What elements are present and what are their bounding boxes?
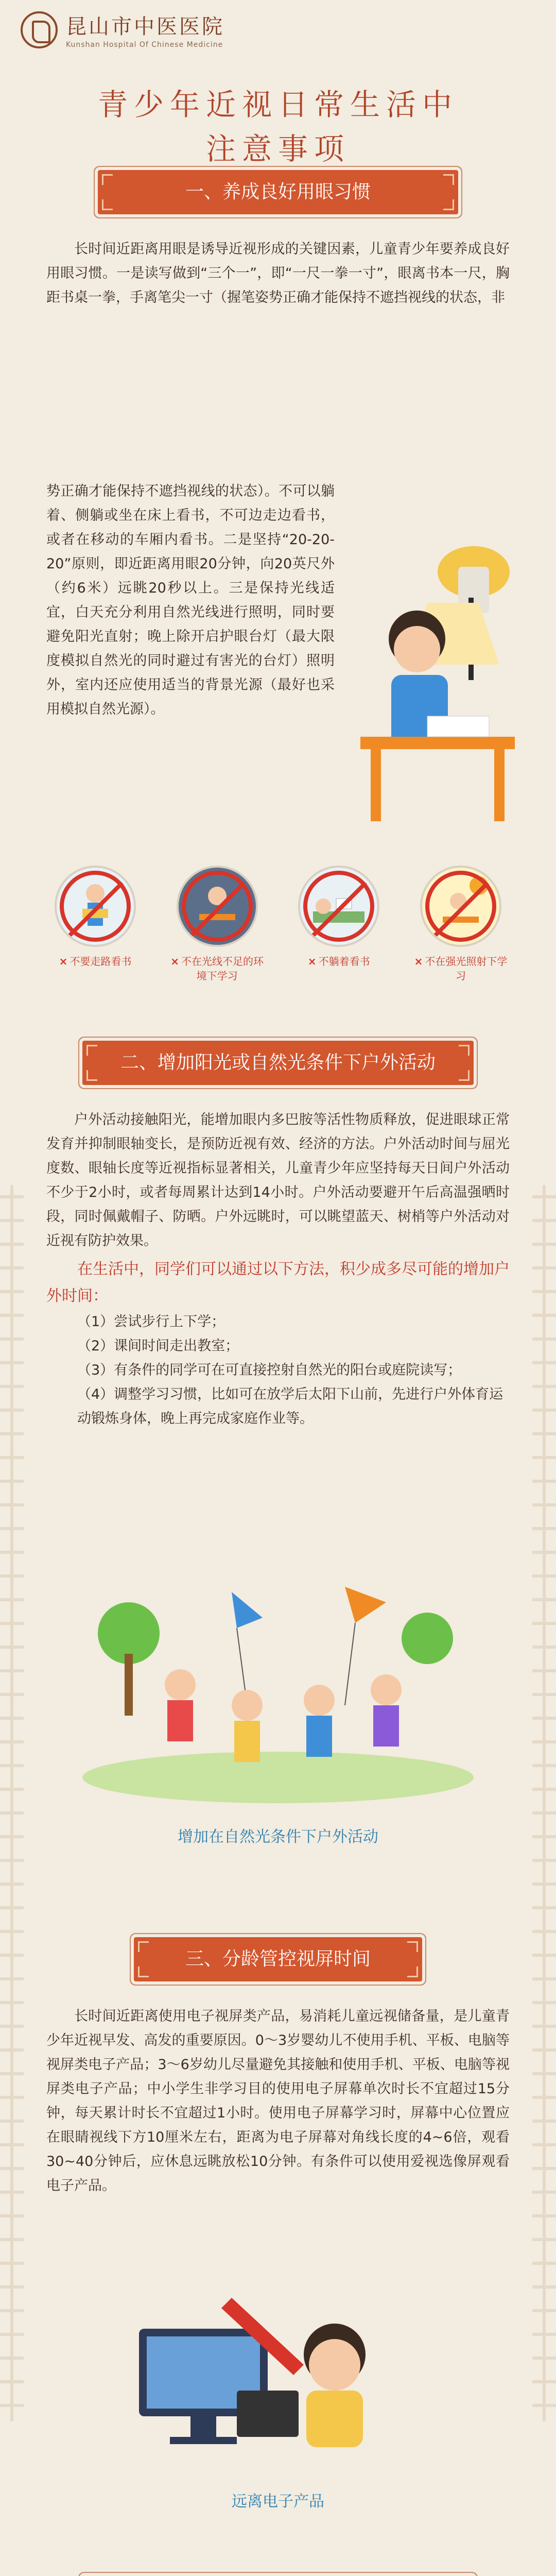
outdoor-tip-item: （1）尝试步行上下学； — [77, 1314, 225, 1330]
outdoor-tip-item: （3）有条件的同学可在可直接控射自然光的阳台或庭院读写； — [77, 1362, 462, 1378]
hospital-name: 昆山市中医医院 — [66, 15, 224, 39]
section-eye-habits-para1: 长时间近距离用眼是诱导近视形成的关键因素，儿童青少年要养成良好用眼习惯。一是读写做到“三个一”，即“一尺一拳一寸”，眼离书本一尺，胸距书桌一拳，手离笔尖一寸（握笔姿势正确才能保持不遮挡视线的状态，非 — [46, 241, 510, 306]
hospital-emblem-icon — [21, 11, 58, 48]
section-outdoor-body — [0, 1108, 556, 1431]
bad-habits-icons — [46, 866, 510, 983]
child-at-desk-illustration — [350, 510, 525, 824]
outdoor-illustration-caption: 增加在自然光条件下户外活动 — [178, 1828, 378, 1846]
bad-habit-label: 不要走路看书 — [70, 955, 132, 968]
section-screen-time — [0, 1937, 556, 1981]
devices-illustration-caption: 远离电子产品 — [232, 2493, 324, 2511]
section-eye-habits — [0, 170, 556, 214]
outdoor-children-illustration — [77, 1571, 479, 1808]
hospital-logo — [21, 10, 224, 49]
section-banner — [98, 170, 458, 214]
page-title — [0, 82, 556, 171]
strong-light-study-icon — [420, 866, 501, 947]
section-banner-text: 三、分龄管控视屏时间 — [185, 1948, 371, 1970]
bad-habit-item: × 不躺着看书 — [290, 866, 388, 983]
page-title-line2: 注意事项 — [205, 131, 350, 166]
page-header — [0, 0, 556, 62]
lying-reading-icon — [298, 866, 379, 947]
section-banner-text: 二、增加阳光或自然光条件下户外活动 — [120, 1052, 436, 1073]
section-screen-body — [0, 2004, 556, 2198]
hospital-name-en: Kunshan Hospital Of Chinese Medicine — [66, 41, 223, 49]
bad-habit-item: × 不要走路看书 — [46, 866, 144, 983]
bad-habit-label: 不躺着看书 — [318, 955, 370, 968]
section-banner — [82, 1041, 474, 1085]
section-outdoor-highlight: 在生活中，同学们可以通过以下方法，积少成多尽可能的增加户外时间： — [46, 1260, 510, 1305]
bad-habit-label: 不在光线不足的环境下学习 — [181, 955, 264, 982]
outdoor-tip-item: （2）课间时间走出教室； — [77, 1338, 239, 1354]
dim-light-study-icon — [177, 866, 258, 947]
electronic-devices-illustration — [118, 2287, 438, 2473]
bad-habit-label: 不在强光照射下学习 — [425, 955, 508, 982]
section-screen-para1: 长时间近距离使用电子视屏类产品，易消耗儿童远视储备量，是儿童青少年近视早发、高发的重要原因。0～3岁婴幼儿不使用手机、平板、电脑等视屏类电子产品；3～6岁幼儿尽量避免其接触和使用手机、平板、电脑等视屏类电子产品；中小学生非学习目的使用电子屏幕单次时长不宜超过15分钟，每天累计时长不宜超过1小时。使用电子屏幕学习时，屏幕中心位置应在眼睛视线下方10厘米左右，距离为电子屏幕对角线长度的4~6倍，观看30~40分钟后，应休息远眺放松10分钟。有条件可以使用爱视选像屏观看电子产品。 — [46, 2008, 510, 2194]
section-outdoor-para1: 户外活动接触阳光，能增加眼内多巴胺等活性物质释放，促进眼球正常发育并抑制眼轴变长，是预防近视有效、经济的方法。户外活动时间与屈光度数、眼轴长度等近视指标显著相关，儿童青少年应坚持每天日间户外活动不少于2小时，或者每周累计达到14小时。户外活动要避开午后高温强晒时段，同时佩戴帽子、防晒。户外远眺时，可以眺望蓝天、树梢等户外活动对近视有防护效果。 — [46, 1112, 510, 1249]
page-title-line1: 青少年近视日常生活中 — [97, 87, 458, 122]
walking-reading-icon — [55, 866, 136, 947]
section-banner-text: 一、养成良好用眼习惯 — [185, 181, 371, 202]
outdoor-tip-item: （4）调整学习习惯，比如可在放学后太阳下山前，先进行户外体育运动锻炼身体，晚上再完成家庭作业等。 — [77, 1386, 503, 1427]
section-banner — [134, 1937, 422, 1981]
section-eye-habits-para2: 势正确才能保持不遮挡视线的状态）。不可以躺着、侧躺或坐在床上看书，不可边走边看书，或者在移动的车厢内看书。二是坚持“20-20-20”原则，即近距离用眼20分钟，向20英尺外（约6米）远眺20秒以上。三是保持光线适宜，白天充分利用自然光线进行照明，同时要避免阳光直射；晚上除开启护眼台灯（最大限度模拟自然光的同时避过有害光的台灯）照明外，室内还应使用适当的背景光源（最好也采用模拟自然光源）。 — [46, 483, 335, 717]
section-outdoor-activity — [0, 1041, 556, 1085]
bad-habit-item: × 不在强光照射下学习 — [412, 866, 510, 983]
bad-habit-item: × 不在光线不足的环境下学习 — [168, 866, 266, 983]
